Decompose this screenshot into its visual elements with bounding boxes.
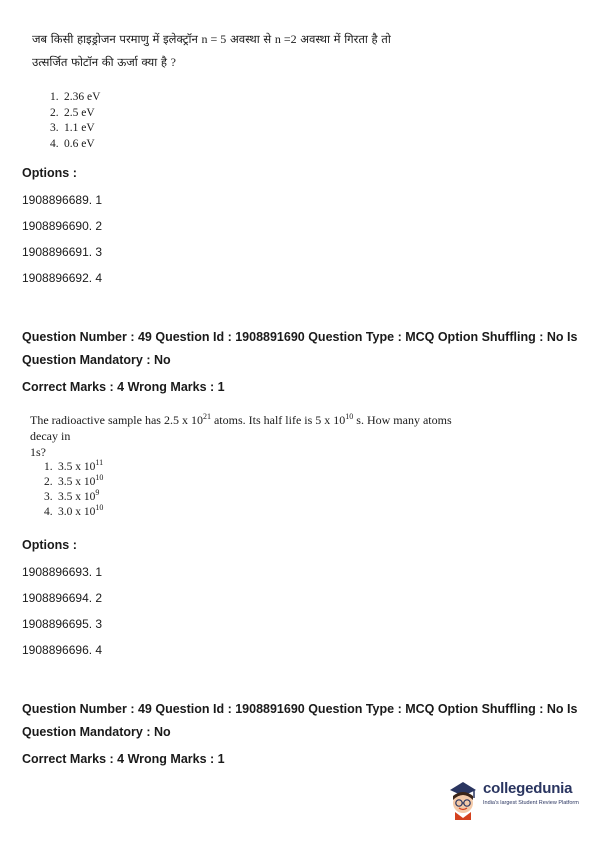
question-2-choices — [44, 460, 103, 520]
option-id: 1908896694. 2 — [22, 591, 103, 605]
option-id: 1908896692. 4 — [22, 271, 103, 285]
option-id: 1908896690. 2 — [22, 219, 103, 233]
choice-item: 1. 3.5 x $10^{11}$ — [44, 458, 104, 473]
question-3-marks: Correct Marks : 4 Wrong Marks : 1 — [22, 752, 225, 766]
options-label: Options : — [22, 538, 77, 552]
mascot-icon — [444, 776, 482, 820]
collegedunia-logo — [444, 776, 594, 820]
option-id: 1908896689. 1 — [22, 193, 103, 207]
question-2-meta: Question Number : 49 Question Id : 1908891690 Question Type : MCQ Option Shuffling : No Is Question Mandatory : No — [22, 330, 578, 367]
logo-wordmark: collegedunia — [483, 780, 573, 797]
choice-item: 1. 2.36 eV — [50, 91, 101, 103]
question-3-meta: Question Number : 49 Question Id : 1908891690 Question Type : MCQ Option Shuffling : No Is Question Mandatory : No — [22, 702, 578, 739]
question-2-text: The radioactive sample has 2.5 x $10^{21}$ atoms. Its half life is 5 x $10^{10}$ s. How many atoms decay in 1s? — [30, 412, 452, 459]
choice-item: 3. 3.5 x $10^9$ — [44, 488, 100, 503]
choice-item: 4. 0.6 eV — [50, 137, 95, 150]
question-1-text — [32, 28, 492, 74]
option-id: 1908896691. 3 — [22, 245, 103, 259]
logo-tagline: India's largest Student Review Platform — [483, 800, 579, 806]
choice-item: 3. 1.1 eV — [50, 122, 95, 134]
option-id: 1908896696. 4 — [22, 643, 103, 657]
question-2-marks: Correct Marks : 4 Wrong Marks : 1 — [22, 380, 225, 394]
question-1-line-2: उत्सर्जित फोटॉन की ऊर्जा क्या है ? — [32, 55, 176, 69]
option-id: 1908896693. 1 — [22, 565, 103, 579]
choice-item: 2. 2.5 eV — [50, 106, 95, 119]
choice-item: 2. 3.5 x $10^{10}$ — [44, 473, 104, 488]
question-1-choices — [50, 90, 100, 152]
options-label: Options : — [22, 166, 77, 180]
question-1-line-1: जब किसी हाइड्रोजन परमाणु में इलेक्ट्रॉन n = 5 अवस्था से n =2 अवस्था में गिरता है तो — [32, 32, 391, 46]
option-id: 1908896695. 3 — [22, 617, 103, 631]
choice-item: 4. 3.0 x $10^{10}$ — [44, 503, 104, 518]
